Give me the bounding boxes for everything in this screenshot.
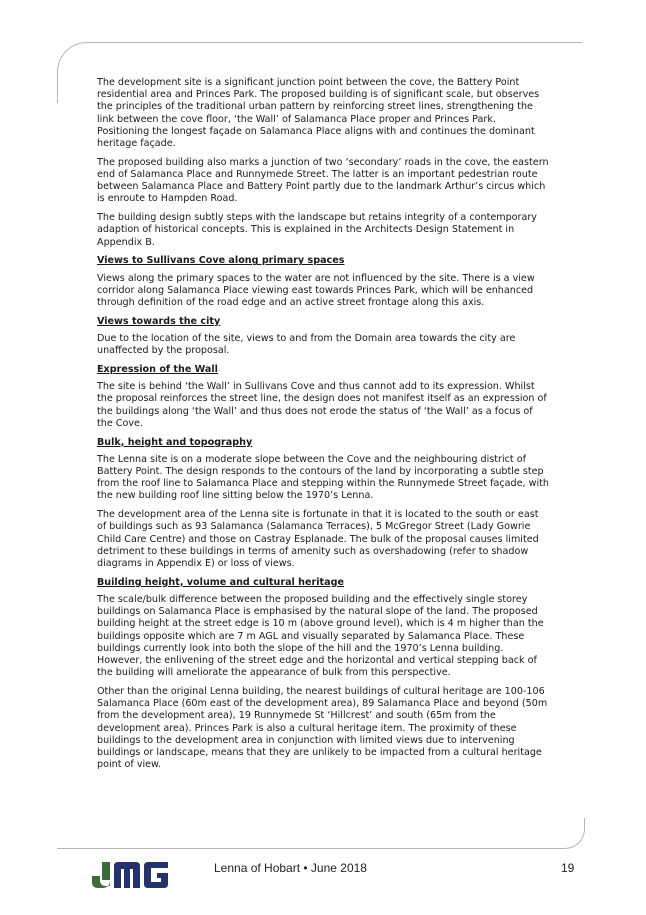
document-body xyxy=(97,77,549,778)
paragraph: Due to the location of the site, views to and from the Domain area towards the city are unaffected by the proposal. xyxy=(97,333,516,357)
paragraph: The proposed building also marks a junction of two ‘secondary’ roads in the cove, the eastern end of Salamanca Place and Runnymede Street. The latter is an important pedestrian route between Salamanca Place and Battery Point partly due to the landmark Arthur’s circus which is enroute to Hampden Road. xyxy=(97,156,549,205)
paragraph: The site is behind ‘the Wall’ in Sullivans Cove and thus cannot add to its expression. Whilst the proposal reinforces the street line, the design does not manifest itself as an expression of the buildings along ‘the Wall’ and thus does not erode the status of ‘the Wall’ as a focus of the Cove. xyxy=(97,381,547,429)
jmg-logo xyxy=(92,860,172,888)
logo-letter-g xyxy=(144,862,168,888)
page-frame-bottom-line xyxy=(57,848,497,849)
section-heading: Bulk, height and topography xyxy=(97,436,253,448)
paragraph: The scale/bulk difference between the proposed building and the effectively single storey buildings on Salamanca Place is emphasised by the natural slope of the land. The proposed building height at the street edge is 10 m (above ground level), which is 4 m higher than the buildings opposite which are 7 m AGL and visually separated by Salamanca Place. These buildings currently look into both the slope of the hill and the 1970’s Lenna building. However, the enlivening of the street edge and the horizontal and vertical stepping back of the building will ameliorate the appearance of bulk from this perspective. xyxy=(97,594,544,679)
page-frame-top-line xyxy=(150,42,582,43)
paragraph: The building design subtly steps with the landscape but retains integrity of a contemporary adaption of historical concepts. This is explained in the Architects Design Statement in Appendix B. xyxy=(97,212,537,248)
logo-letter-m xyxy=(114,862,140,888)
page-frame-corner-bottom xyxy=(470,818,585,849)
section-heading: Views towards the city xyxy=(97,315,221,327)
paragraph: The development site is a significant junction point between the cove, the Battery Point residential area and Princes Park. The proposed building is of significant scale, but observes the principles of the traditional urban pattern by reinforcing street lines, strengthening the link between the cove floor, ‘the Wall’ of Salamanca Place proper and Princes Park. Positioning the longest façade on Salamanca Place aligns with and continues the dominant heritage façade. xyxy=(97,77,540,150)
paragraph: Other than the original Lenna building, the nearest buildings of cultural heritage are 100-106 Salamanca Place (60m east of the development area), 89 Salamanca Place and beyond (50m from the development area), 19 Runnymede St ‘Hillcrest’ and south (65m from the development area). Princes Park is also a cultural heritage item. The proximity of these buildings to the development area in conjunction with limited views due to intervening buildings or landscape, means that they are unlikely to be impacted from a cultural heritage point of view. xyxy=(97,686,548,771)
page-number: 19 xyxy=(561,861,575,875)
section-heading: Expression of the Wall xyxy=(97,364,218,376)
section-heading: Building height, volume and cultural heritage xyxy=(97,576,344,588)
logo-letter-j xyxy=(92,862,110,888)
paragraph: The Lenna site is on a moderate slope between the Cove and the neighbouring district of Battery Point. The design responds to the contours of the land by incorporating a subtle step from the roof line to Salamanca Place and stepping within the Runnymede Street façade, with the new building roof line sitting below the 1970’s Lenna. xyxy=(97,453,549,502)
footer-title: Lenna of Hobart • June 2018 xyxy=(214,861,367,875)
paragraph: Views along the primary spaces to the water are not influenced by the site. There is a view corridor along Salamanca Place viewing east towards Princes Park, which will be enhanced through definition of the road edge and an active street frontage along this axis. xyxy=(97,272,535,309)
paragraph: The development area of the Lenna site is fortunate in that it is located to the south or east of buildings such as 93 Salamanca (Salamanca Terraces), 5 McGregor Street (Lady Gowrie Child Care Centre) and those on Castray Esplanade. The bulk of the proposal causes limited detriment to these buildings in terms of amenity such as overshadowing (refer to shadow diagrams in Appendix E) or loss of views. xyxy=(97,509,539,570)
section-heading: Views to Sullivans Cove along primary spaces xyxy=(97,255,345,267)
